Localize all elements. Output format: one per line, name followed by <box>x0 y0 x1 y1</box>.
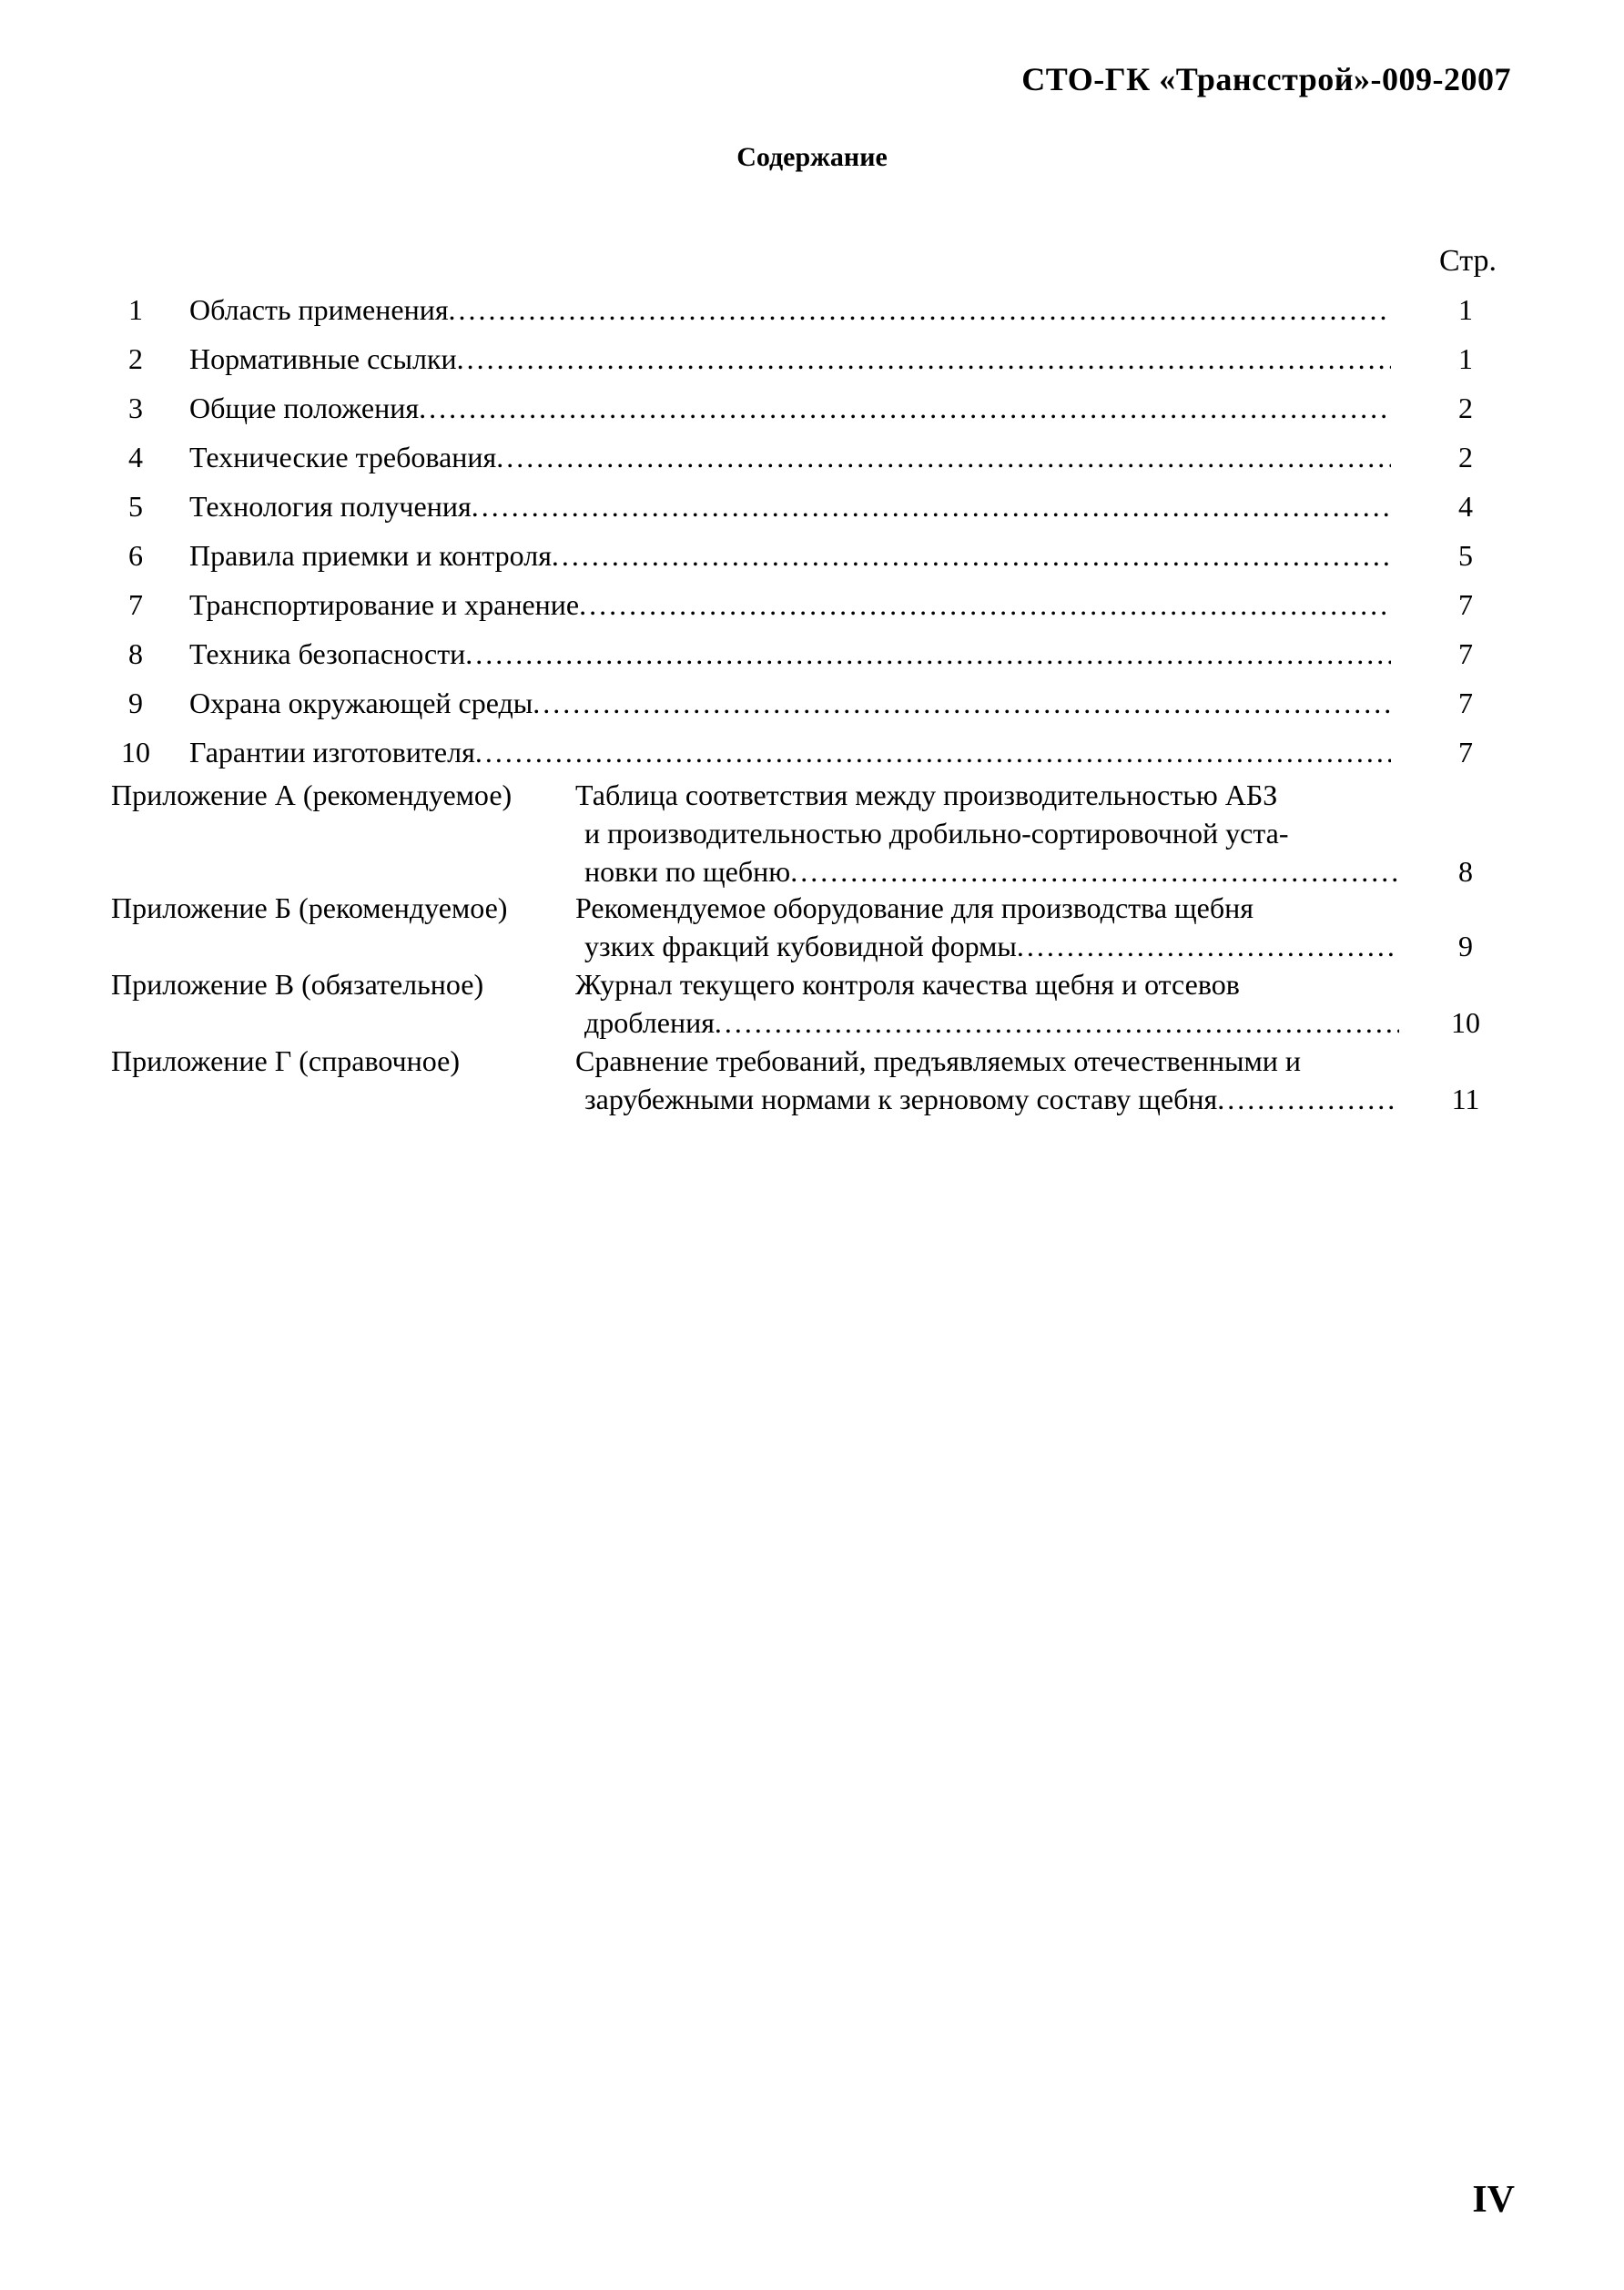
appendix-desc-line: Сравнение требований, предъявляемых отечественными и <box>575 1044 1301 1077</box>
section-number: 10 <box>121 736 150 768</box>
toc-row[interactable] <box>0 284 1624 335</box>
toc-row[interactable] <box>0 628 1624 679</box>
toc-row[interactable] <box>0 530 1624 581</box>
appendix-description <box>575 889 1395 965</box>
toc-row[interactable] <box>0 579 1624 630</box>
section-title: Охрана окружающей среды <box>189 687 533 719</box>
appendix-description <box>575 776 1395 891</box>
toc-row[interactable] <box>0 727 1624 778</box>
section-number: 4 <box>128 441 143 473</box>
appendix-page: 10 <box>1451 1006 1480 1039</box>
section-title: Область применения <box>189 293 449 326</box>
appendix-label: Приложение В (обязательное) <box>111 968 484 1001</box>
appendix-page: 11 <box>1451 1083 1480 1115</box>
section-page: 7 <box>1458 588 1473 621</box>
page-column-header: Стр. <box>1438 244 1497 278</box>
section-page: 7 <box>1458 637 1473 670</box>
section-number: 8 <box>128 637 143 670</box>
page-number: IV <box>1472 2179 1515 2221</box>
appendix-desc-line: новки по щебню <box>584 855 791 888</box>
document-code: СТО-ГК «Трансстрой»-009-2007 <box>1021 61 1511 97</box>
appendix-description <box>575 1042 1395 1118</box>
section-page: 2 <box>1458 392 1473 424</box>
section-page: 1 <box>1458 293 1473 326</box>
section-number: 1 <box>128 293 143 326</box>
appendix-label: Приложение Г (справочное) <box>111 1044 460 1077</box>
section-page: 5 <box>1458 539 1473 572</box>
appendix-label: Приложение Б (рекомендуемое) <box>111 891 508 924</box>
section-page: 1 <box>1458 342 1473 375</box>
section-number: 5 <box>128 490 143 523</box>
section-title: Правила приемки и контроля <box>189 539 552 572</box>
section-title: Гарантии изготовителя <box>189 736 475 768</box>
appendix-desc-line: и производительностью дробильно-сортировочной уста- <box>584 817 1289 850</box>
appendix-desc-line: Таблица соответствия между производительностью АБЗ <box>575 779 1278 811</box>
appendix-label: Приложение А (рекомендуемое) <box>111 779 513 811</box>
section-title: Нормативные ссылки <box>189 342 457 375</box>
appendix-page: 8 <box>1458 855 1473 888</box>
section-number: 3 <box>128 392 143 424</box>
section-page: 2 <box>1458 441 1473 473</box>
section-title: Общие положения <box>189 392 420 424</box>
section-number: 2 <box>128 342 143 375</box>
toc-title: Содержание <box>736 142 888 172</box>
appendix-desc-line: дробления <box>584 1006 715 1039</box>
appendix-desc-line: узких фракций кубовидной формы <box>584 930 1017 962</box>
appendix-desc-line: Рекомендуемое оборудование для производства щебня <box>575 891 1254 924</box>
section-title: Техника безопасности <box>189 637 466 670</box>
appendix-page: 9 <box>1458 930 1473 962</box>
appendix-description <box>575 965 1395 1042</box>
toc-row[interactable] <box>0 481 1624 532</box>
section-title: Технология получения <box>189 490 472 523</box>
toc-row[interactable] <box>0 382 1624 433</box>
toc-row[interactable] <box>0 333 1624 384</box>
section-title: Транспортирование и хранение <box>189 588 580 621</box>
appendix-desc-line: Журнал текущего контроля качества щебня и отсевов <box>575 968 1240 1001</box>
section-page: 7 <box>1458 736 1473 768</box>
section-page: 7 <box>1458 687 1473 719</box>
toc-row[interactable] <box>0 677 1624 728</box>
toc-row[interactable] <box>0 432 1624 483</box>
section-number: 7 <box>128 588 143 621</box>
section-number: 9 <box>128 687 143 719</box>
section-title: Технические требования <box>189 441 497 473</box>
appendix-desc-line: зарубежными нормами к зерновому составу щебня <box>584 1083 1218 1115</box>
section-number: 6 <box>128 539 143 572</box>
section-page: 4 <box>1458 490 1473 523</box>
